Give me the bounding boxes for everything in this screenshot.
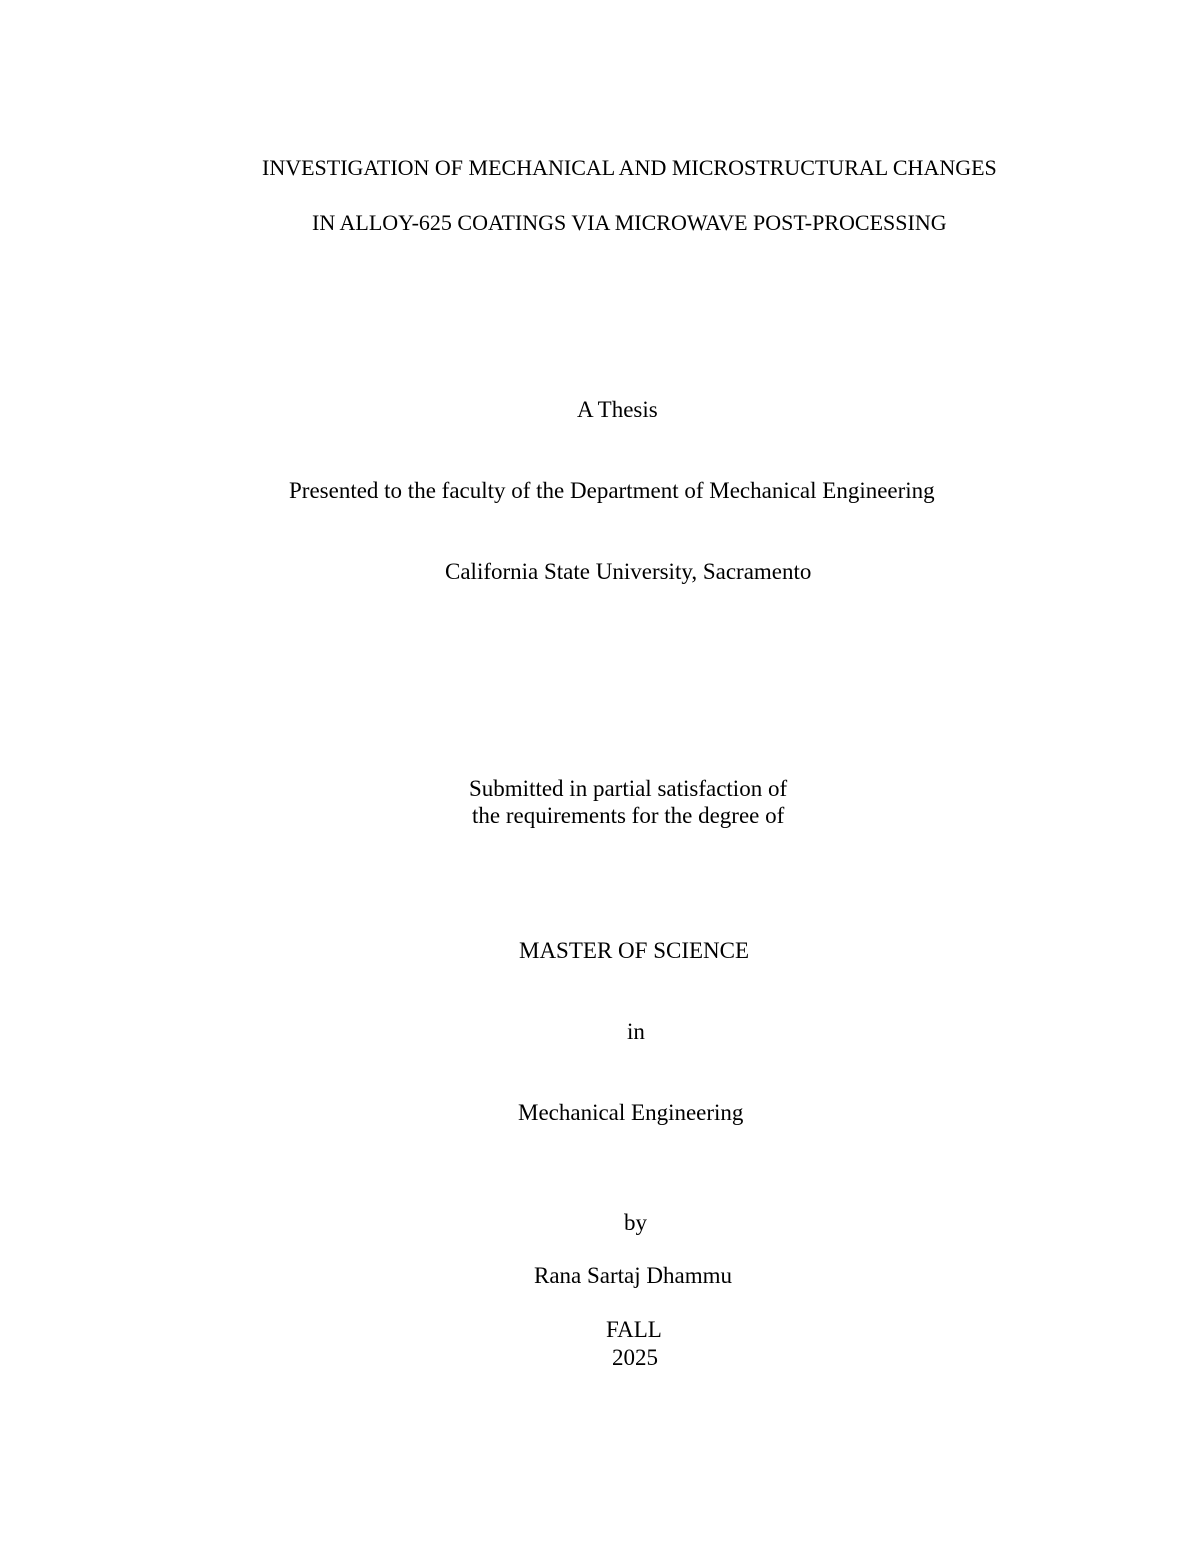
document-type: A Thesis [577, 397, 658, 422]
field-of-study: Mechanical Engineering [518, 1100, 744, 1125]
presented-to: Presented to the faculty of the Department of Mechanical Engineering [289, 478, 935, 503]
thesis-title-line-1: INVESTIGATION OF MECHANICAL AND MICROSTRUCTURAL CHANGES [262, 155, 997, 180]
term-season: FALL [606, 1317, 662, 1342]
author-name: Rana Sartaj Dhammu [534, 1263, 733, 1288]
submission-line-1: Submitted in partial satisfaction of [469, 776, 788, 801]
by-word: by [624, 1210, 647, 1235]
thesis-title-line-2: IN ALLOY-625 COATINGS VIA MICROWAVE POST-PROCESSING [312, 210, 947, 235]
in-word: in [627, 1019, 645, 1044]
degree: MASTER OF SCIENCE [519, 938, 750, 963]
submission-line-2: the requirements for the degree of [472, 803, 785, 828]
term-year: 2025 [612, 1345, 658, 1370]
university: California State University, Sacramento [445, 559, 812, 584]
